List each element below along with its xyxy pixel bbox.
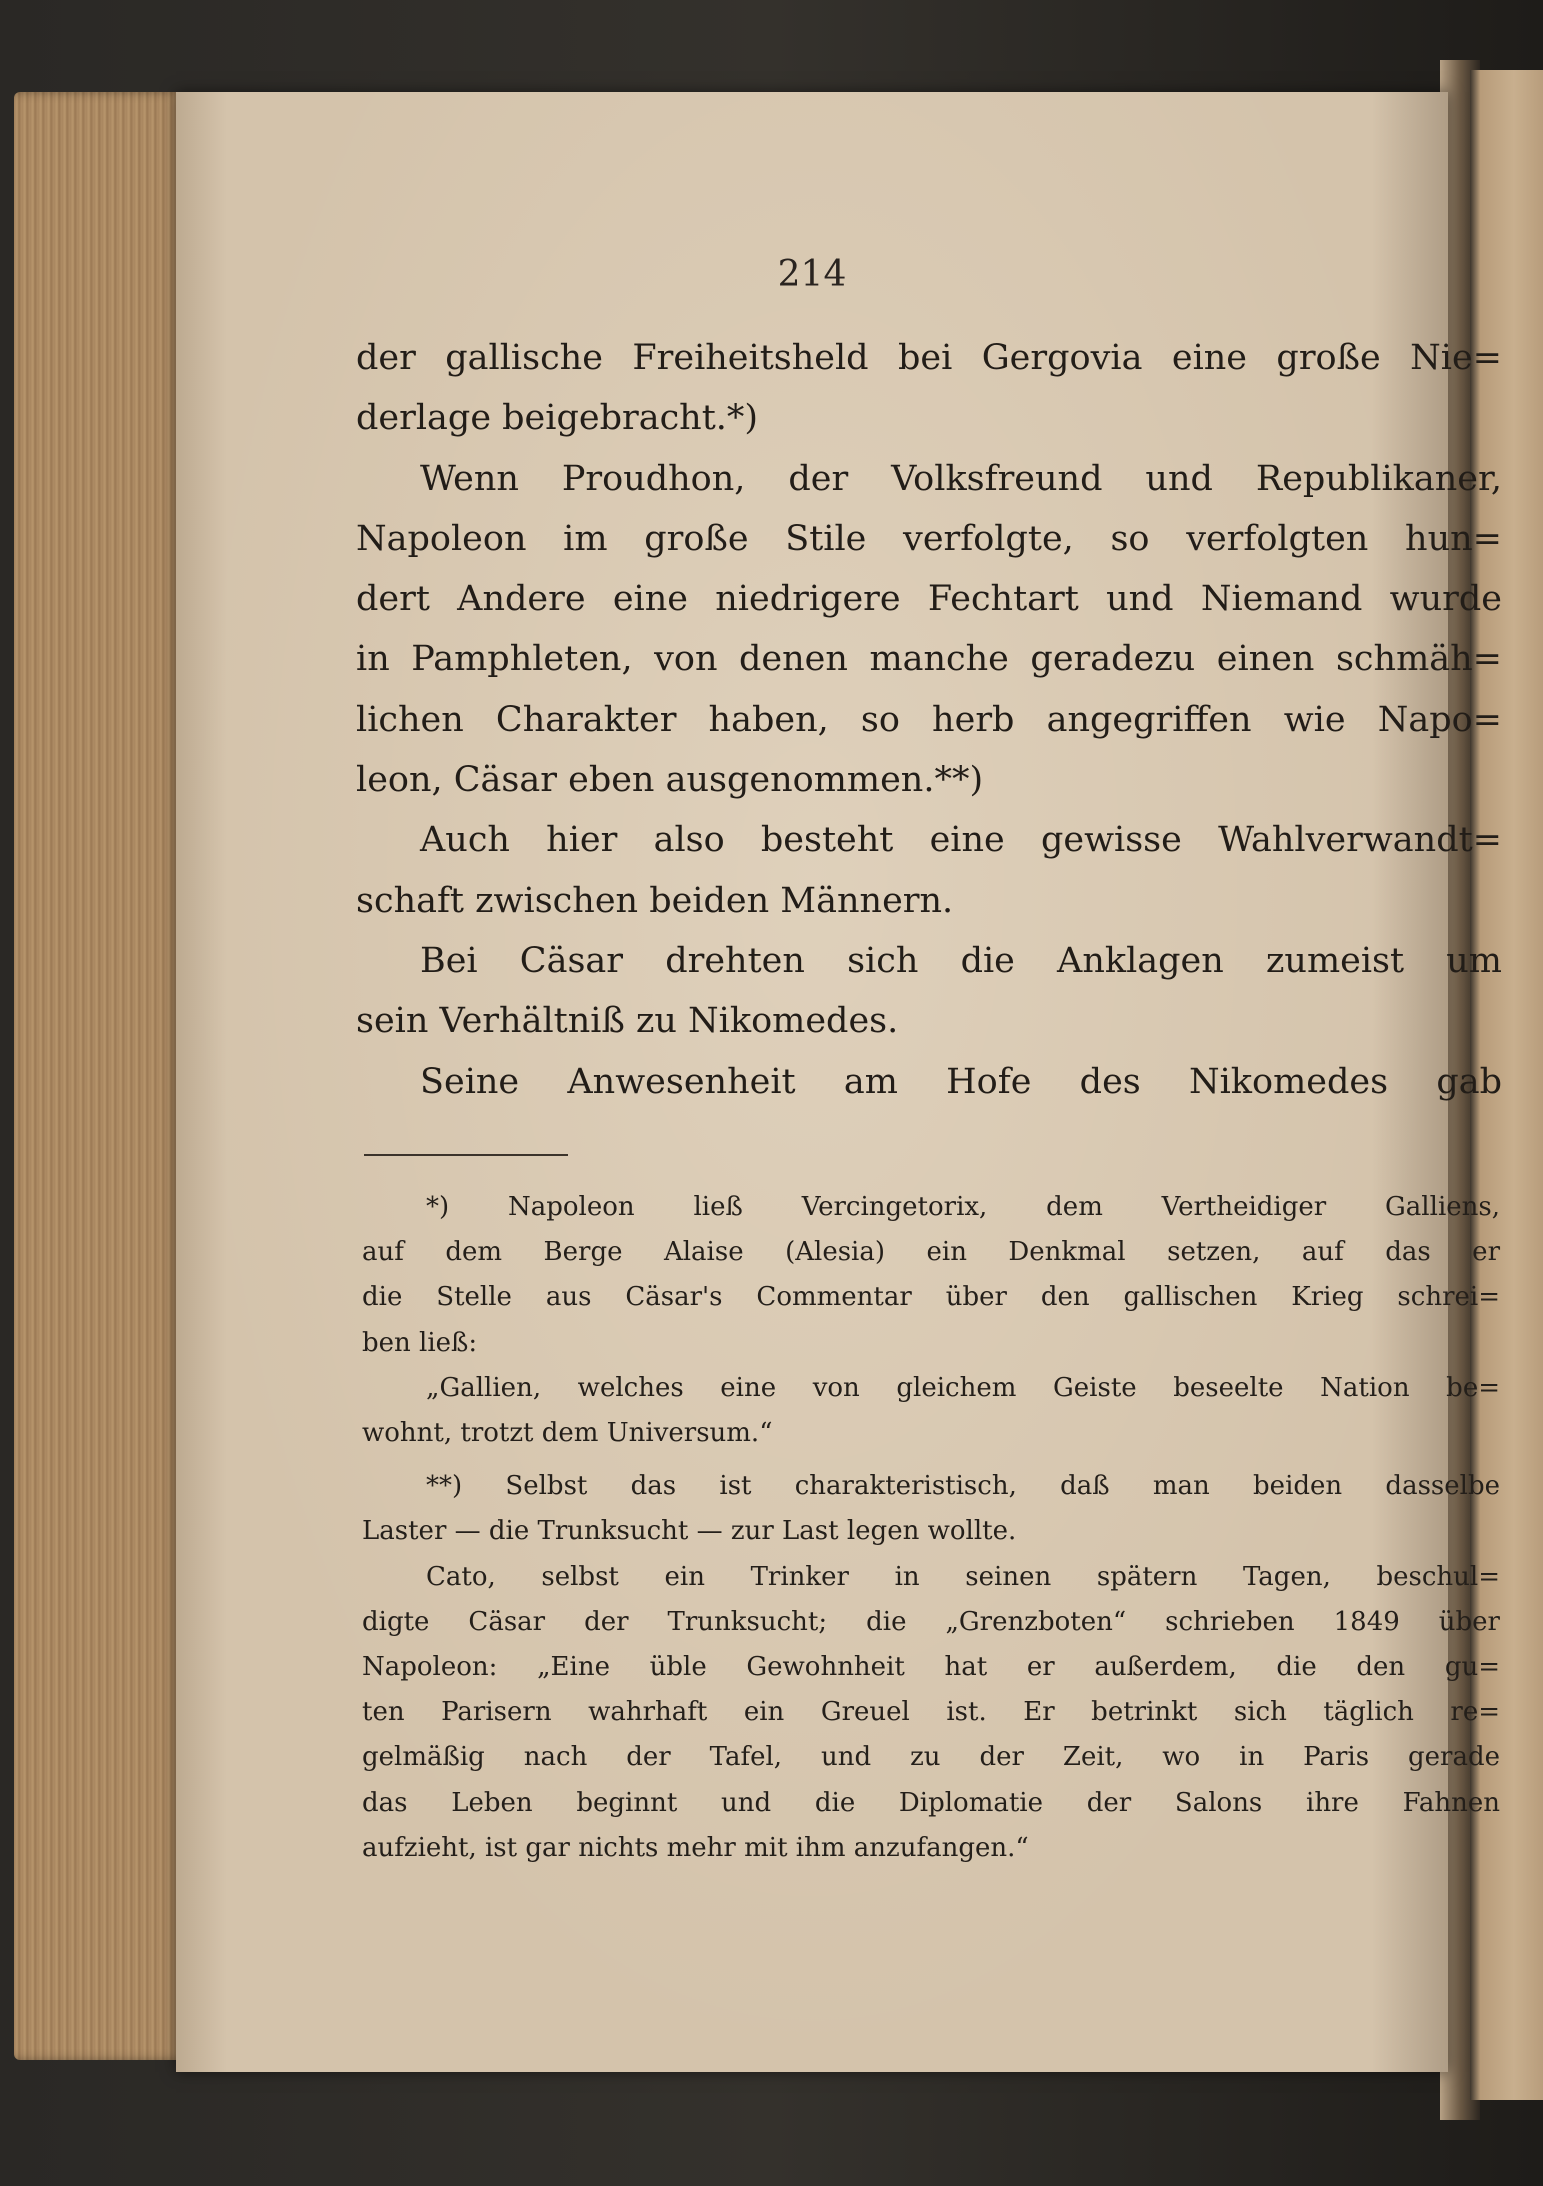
main-text: [356, 328, 1502, 1112]
footnote-line: gelmäßig nach der Tafel, und zu der Zeit, wo in Paris gerade: [362, 1742, 1500, 1773]
text-line: dert Andere eine niedrigere Fechtart und Niemand wurde: [356, 579, 1502, 620]
footnote-line: aufzieht, ist gar nichts mehr mit ihm anzufangen.“: [362, 1832, 1029, 1863]
text-line: in Pamphleten, von denen manche geradezu einen schmäh=: [356, 639, 1502, 680]
footnotes: [362, 1185, 1500, 1871]
page-number: 214: [777, 254, 847, 295]
footnote-line: Cato, selbst ein Trinker in seinen spätern Tagen, beschul=: [426, 1561, 1500, 1592]
footnote-divider: [364, 1154, 568, 1156]
text-line: Bei Cäsar drehten sich die Anklagen zumeist um: [420, 940, 1502, 981]
footnote-line: ten Parisern wahrhaft ein Greuel ist. Er betrinkt sich täglich re=: [362, 1697, 1500, 1728]
footnote-line: Napoleon: „Eine üble Gewohnheit hat er außerdem, die den gu=: [362, 1652, 1500, 1683]
footnote-line: „Gallien, welches eine von gleichem Geiste beseelte Nation be=: [426, 1372, 1500, 1403]
footnote-line: digte Cäsar der Trunksucht; die „Grenzboten“ schrieben 1849 über: [362, 1606, 1500, 1637]
footnote-line: die Stelle aus Cäsar's Commentar über den gallischen Krieg schrei=: [362, 1282, 1500, 1313]
footnote-spacer: [362, 1456, 1500, 1464]
footnote-line: *) Napoleon ließ Vercingetorix, dem Vertheidiger Galliens,: [426, 1192, 1500, 1222]
text-line: Seine Anwesenheit am Hofe des Nikomedes gab: [420, 1061, 1502, 1102]
footnote-line: **) Selbst das ist charakteristisch, daß man beiden dasselbe: [426, 1471, 1500, 1502]
text-line: leon, Cäsar eben ausgenommen.**): [356, 760, 984, 801]
book-page: [176, 92, 1502, 2072]
footnote-line: Laster — die Trunksucht — zur Last legen wollte.: [362, 1516, 1017, 1547]
text-line: der gallische Freiheitsheld bei Gergovia eine große Nie=: [356, 338, 1502, 378]
text-line: sein Verhältniß zu Nikomedes.: [356, 1001, 899, 1042]
text-line: Wenn Proudhon, der Volksfreund und Republikaner,: [420, 458, 1502, 499]
text-line: schaft zwischen beiden Männern.: [356, 880, 954, 921]
text-line: Napoleon im große Stile verfolgte, so verfolgten hun=: [356, 518, 1502, 559]
footnote-line: ben ließ:: [362, 1327, 478, 1358]
text-line: lichen Charakter haben, so herb angegriffen wie Napo=: [356, 699, 1502, 740]
text-line: derlage beigebracht.*): [356, 398, 759, 439]
text-line: Auch hier also besteht eine gewisse Wahlverwandt=: [420, 820, 1502, 861]
book-page-edges: [14, 92, 186, 2060]
footnote-line: wohnt, trotzt dem Universum.“: [362, 1418, 773, 1449]
footnote-line: das Leben beginnt und die Diplomatie der Salons ihre Fahnen: [362, 1787, 1500, 1818]
footnote-line: auf dem Berge Alaise (Alesia) ein Denkmal setzen, auf das er: [362, 1237, 1500, 1268]
